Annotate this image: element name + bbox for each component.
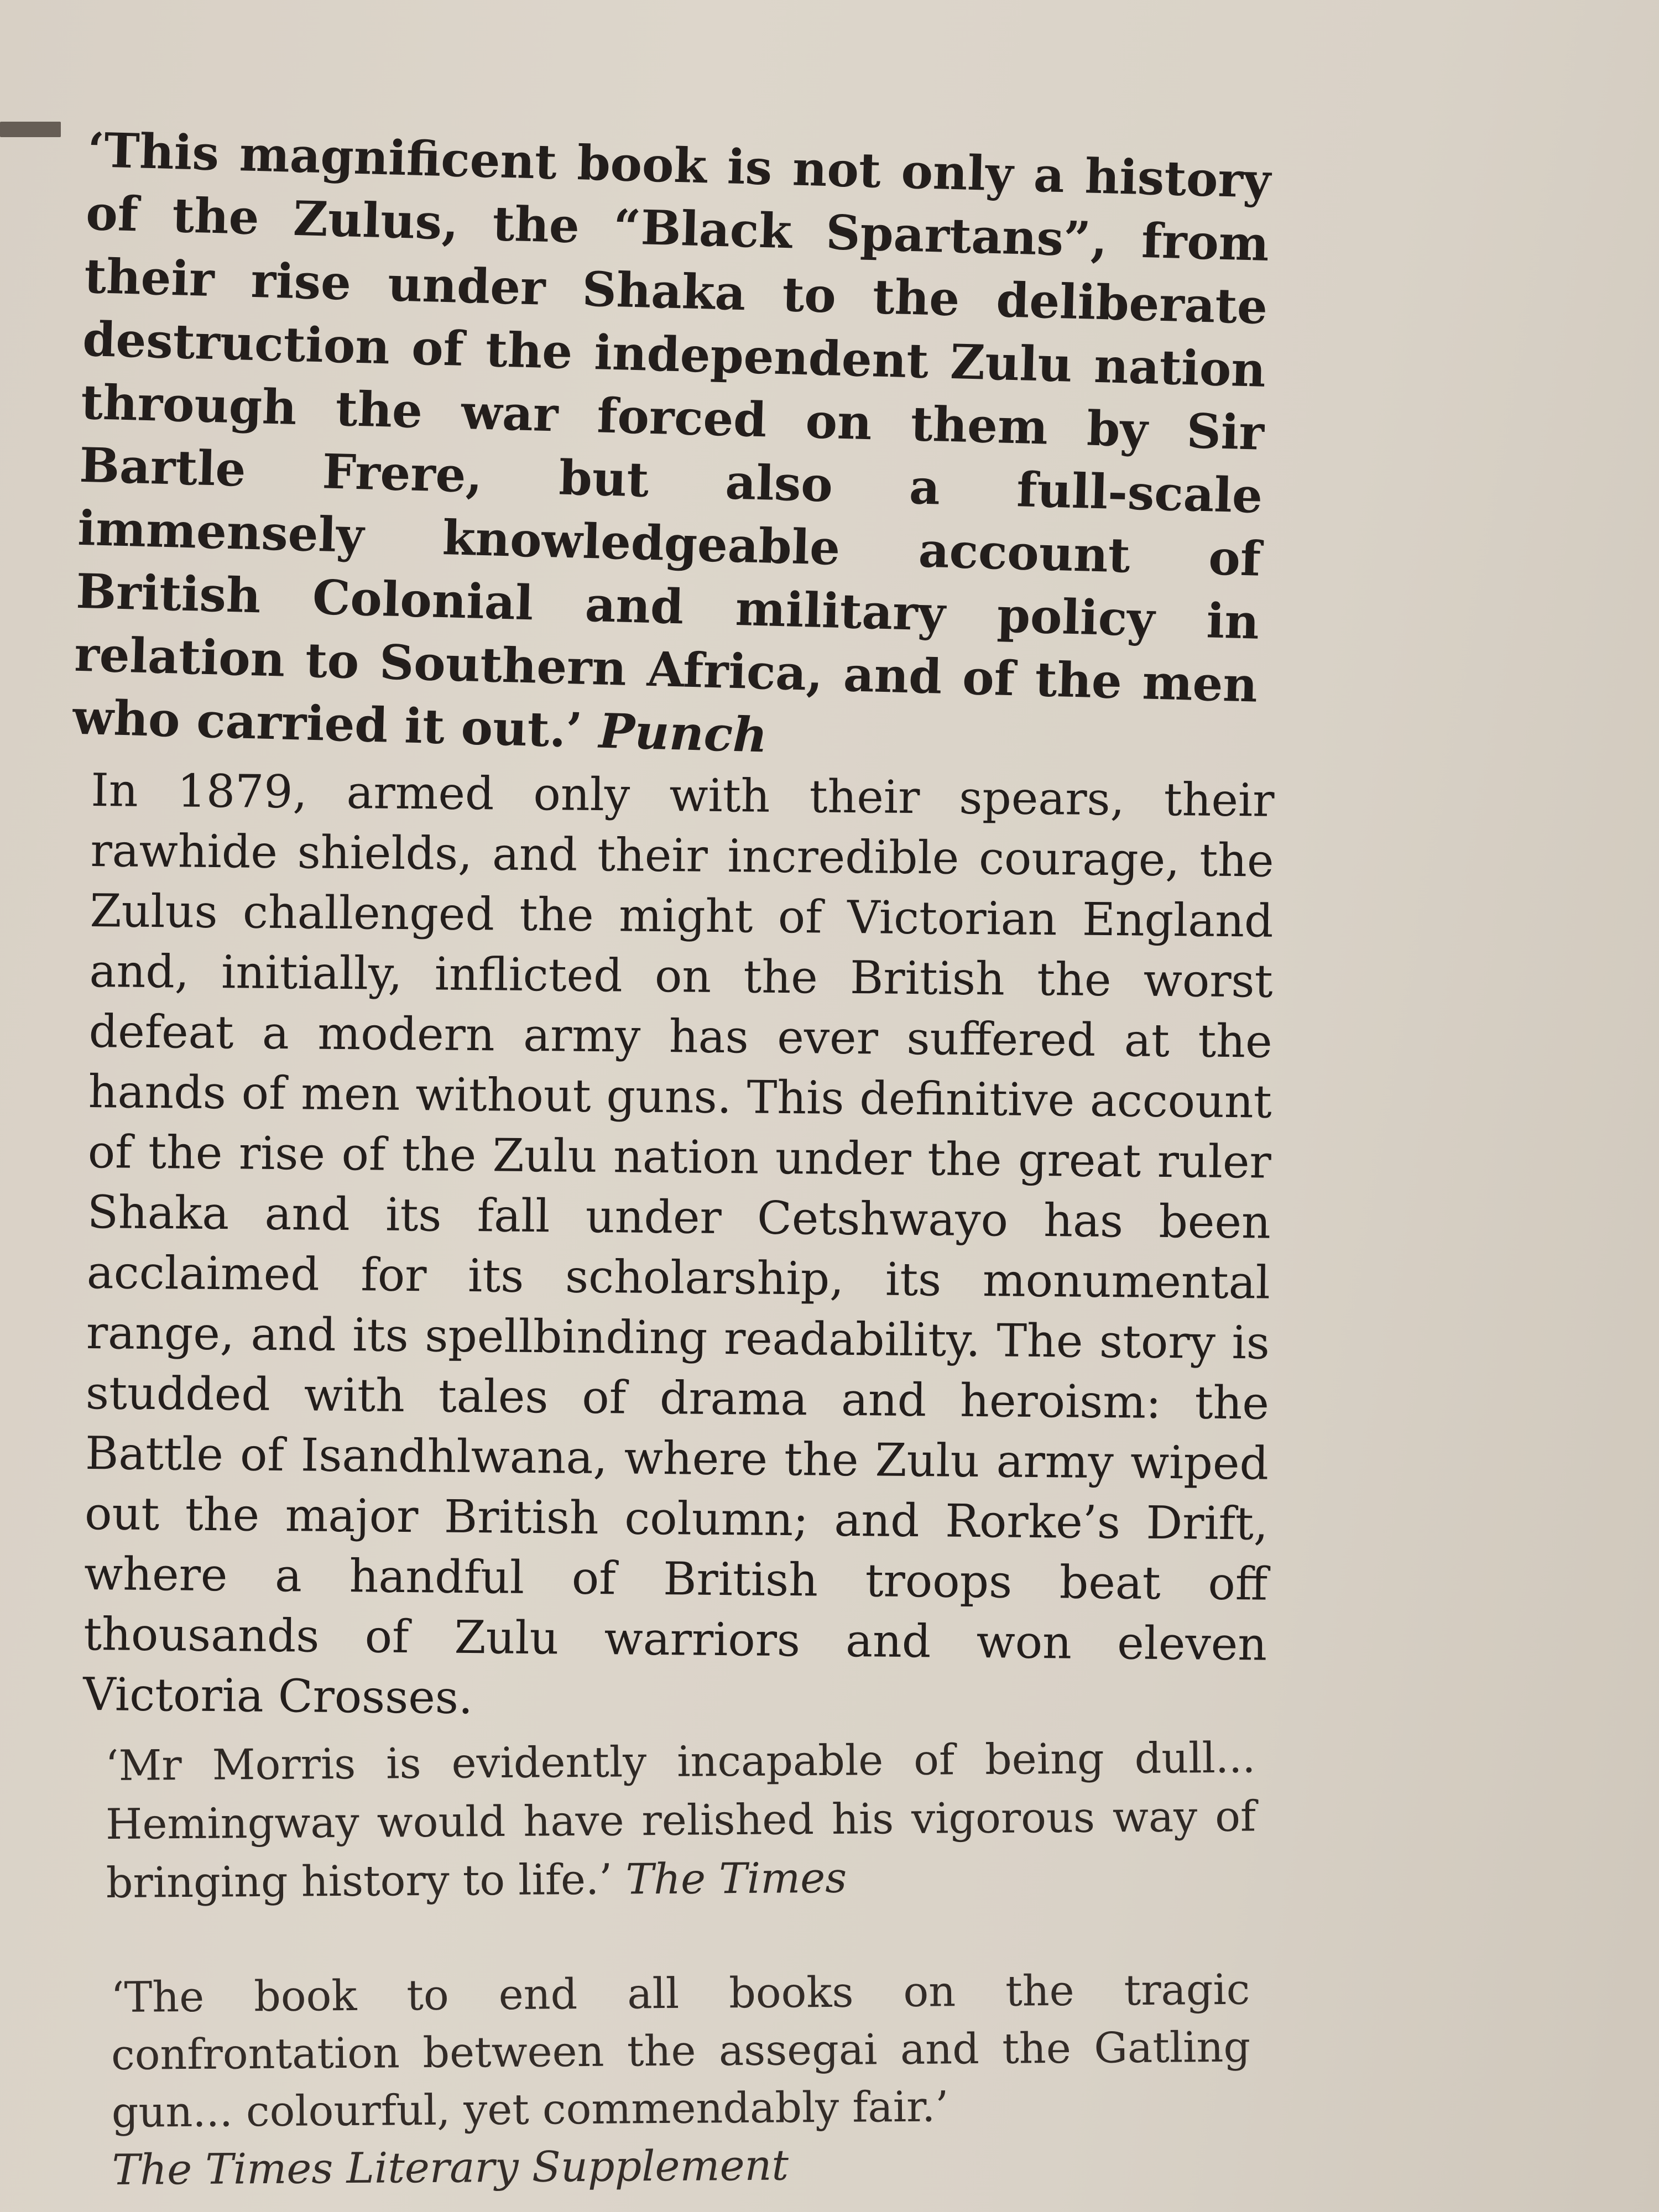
review-quote-text: ‘The book to end all books on the tragic confrontation between the assegai and the Gatling gun... colourful, yet commendably fair.’ [111,1964,1251,2137]
review-quote-punch [72,119,1271,780]
review-source: Punch [598,703,768,764]
review-quote-tls [111,1961,1251,2199]
review-source: The Times Literary Supplement [112,2140,789,2194]
review-quote-text: ‘This magnificent book is not only a history of the Zulus, the “Black Spartans”, from their rise under Shaka to the deliberate destruction of the independent Zulu nation through the war forced on them by Sir Bartle Frere, but also a full-scale immensely knowledgeable account of British Colonial and military policy in relation to Southern Africa, and of the men who carried it out.’ [72,122,1272,759]
book-blurb: In 1879, armed only with their spears, their rawhide shields, and their incredible courage, the Zulus challenged the might of Victorian England and, initially, inflicted on the British the worst defeat a modern army has ever suffered at the hands of men without guns. This definitive account of the rise of the Zulu nation under the great ruler Shaka and its fall under Cetshwayo has been acclaimed for its scholarship, its monumental range, and its spellbinding readability. The story is studded with tales of drama and heroism: the Battle of Isandhlwana, where the Zulu army wiped out the major British column; and Rorke’s Drift, where a handful of British troops beat off thousands of Zulu warriors and won eleven Victoria Crosses. [82,764,1275,1725]
review-quote-times [105,1728,1256,1912]
page-edge-mark [0,122,61,137]
review-quote-text: ‘Mr Morris is evidently incapable of being dull... Hemingway would have relished his vigorous way of bringing history to life.’ [105,1733,1256,1907]
review-source: The Times [625,1853,847,1904]
